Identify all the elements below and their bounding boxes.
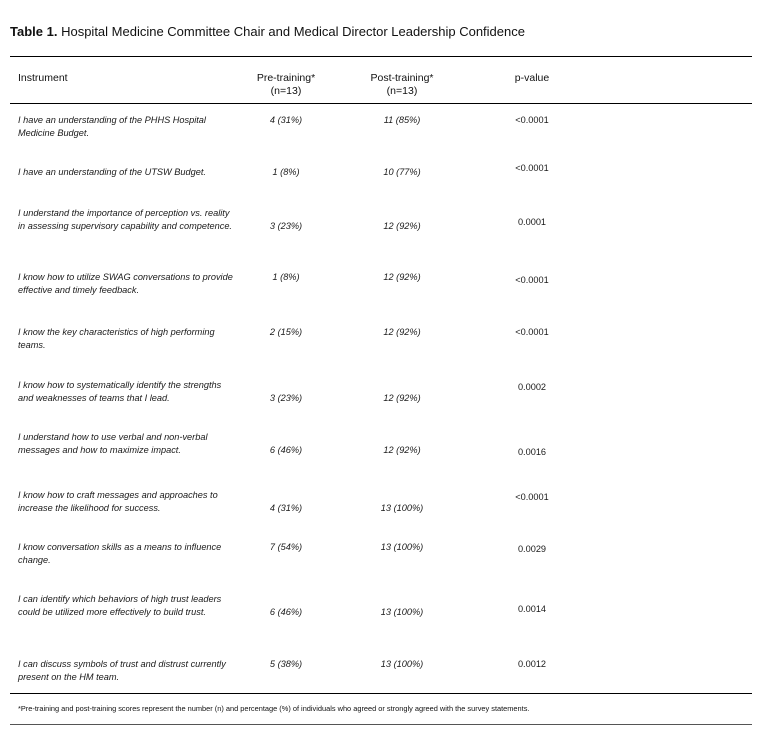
footnote-rule	[10, 724, 752, 725]
row-pre-value: 3 (23%)	[269, 221, 303, 231]
table-bottom-rule	[10, 693, 752, 694]
row-post-value: 12 (92%)	[383, 327, 421, 337]
row-p-value: <0.0001	[515, 275, 549, 285]
row-post-value: 12 (92%)	[383, 445, 421, 455]
row-post-value: 13 (100%)	[380, 659, 424, 669]
row-instrument: I understand the importance of perception vs. reality in assessing supervisory capability and competence.	[18, 208, 232, 231]
row-pre-value: 6 (46%)	[269, 607, 303, 617]
row-post-value: 10 (77%)	[383, 167, 421, 177]
row-post-value: 13 (100%)	[380, 542, 424, 552]
column-header-post-label: Post-training*	[370, 72, 434, 84]
row-pre-value: 4 (31%)	[269, 503, 303, 513]
row-pre-value: 2 (15%)	[269, 327, 303, 337]
row-p-value: <0.0001	[515, 115, 549, 125]
column-header-p-value: p-value	[514, 72, 550, 84]
row-pre-value: 6 (46%)	[269, 445, 303, 455]
row-post-value: 12 (92%)	[383, 393, 421, 403]
row-instrument: I know the key characteristics of high performing teams.	[18, 327, 215, 350]
row-post-value: 13 (100%)	[380, 607, 424, 617]
row-p-value: 0.0014	[517, 604, 547, 614]
row-pre-value: 3 (23%)	[269, 393, 303, 403]
row-p-value: 0.0002	[517, 382, 547, 392]
row-p-value: 0.0016	[517, 447, 547, 457]
column-header-instrument: Instrument	[18, 72, 68, 84]
column-header-pre-n: (n=13)	[270, 85, 302, 97]
row-pre-value: 7 (54%)	[269, 542, 303, 552]
table-header-rule	[10, 103, 752, 104]
table-caption-label: Table 1.	[10, 24, 58, 39]
row-post-value: 12 (92%)	[383, 272, 421, 282]
row-pre-value: 1 (8%)	[272, 272, 300, 282]
row-instrument: I have an understanding of the PHHS Hospital Medicine Budget.	[18, 115, 206, 138]
row-instrument: I know how to systematically identify the strengths and weaknesses of teams that I lead.	[18, 380, 222, 403]
row-pre-value: 5 (38%)	[269, 659, 303, 669]
column-header-post-n: (n=13)	[386, 85, 418, 97]
row-instrument: I know how to craft messages and approaches to increase the likelihood for success.	[18, 490, 218, 513]
row-p-value: <0.0001	[515, 492, 549, 502]
row-pre-value: 4 (31%)	[269, 115, 303, 125]
row-instrument: I know conversation skills as a means to influence change.	[18, 542, 222, 565]
column-header-pre-label: Pre-training*	[256, 72, 316, 84]
row-instrument: I know how to utilize SWAG conversations to provide effective and timely feedback.	[18, 272, 233, 295]
table-caption	[10, 24, 525, 39]
row-p-value: 0.0012	[517, 659, 547, 669]
table-footnote: *Pre-training and post-training scores represent the number (n) and percentage (%) of individuals who agreed or strongly agreed with the survey statements.	[18, 704, 530, 713]
row-post-value: 13 (100%)	[380, 503, 424, 513]
row-p-value: <0.0001	[515, 327, 549, 337]
column-header-post-training	[352, 72, 452, 98]
row-post-value: 12 (92%)	[383, 221, 421, 231]
table-caption-title: Hospital Medicine Committee Chair and Medical Director Leadership Confidence	[61, 24, 525, 39]
table-top-rule	[10, 56, 752, 57]
row-instrument: I can identify which behaviors of high trust leaders could be utilized more effectively to build trust.	[18, 594, 222, 617]
column-header-pre-training	[238, 72, 334, 98]
row-instrument: I can discuss symbols of trust and distrust currently present on the HM team.	[18, 659, 226, 682]
row-pre-value: 1 (8%)	[272, 167, 300, 177]
row-p-value: 0.0001	[517, 217, 547, 227]
row-instrument: I have an understanding of the UTSW Budget.	[18, 167, 206, 177]
row-p-value: 0.0029	[517, 544, 547, 554]
row-p-value: <0.0001	[515, 163, 549, 173]
row-post-value: 11 (85%)	[383, 115, 421, 125]
row-instrument: I understand how to use verbal and non-verbal messages and how to maximize impact.	[18, 432, 208, 455]
